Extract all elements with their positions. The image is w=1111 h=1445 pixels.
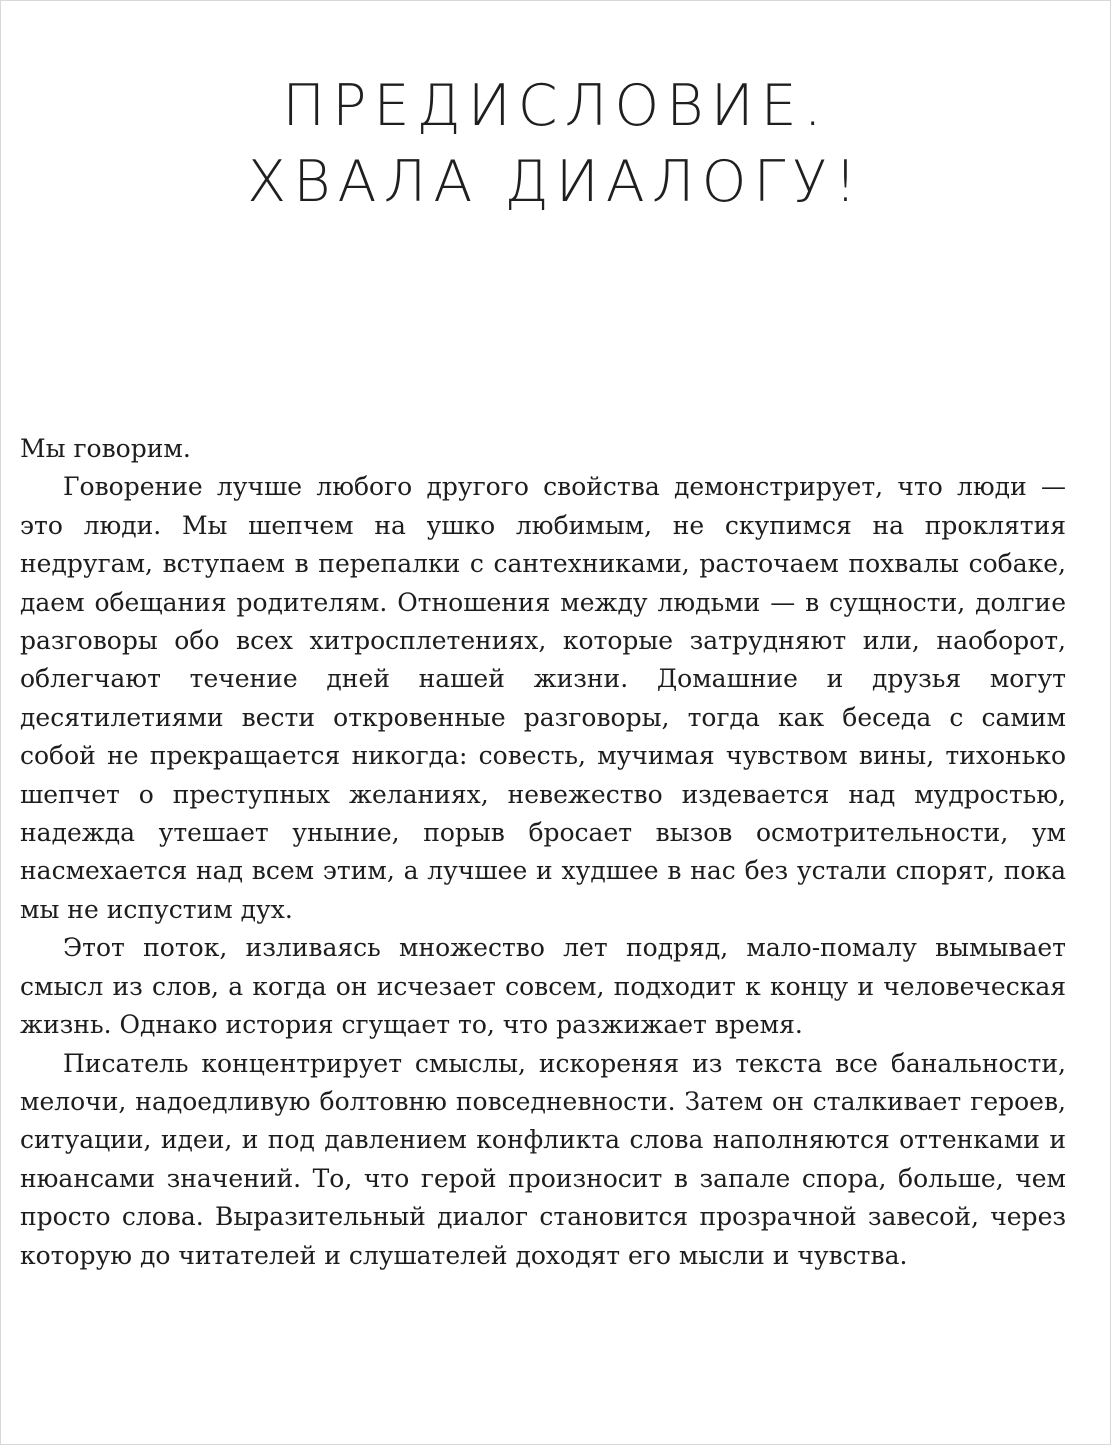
chapter-title <box>0 68 1111 220</box>
paragraph-opening: Мы говорим. <box>20 434 191 463</box>
paragraph: Этот поток, изливаясь множество лет подряд, мало-помалу вымывает смысл из слов, а когда он исчезает совсем, подходит к концу и человеческая жизнь. Однако история сгущает то, что разжижает время. <box>20 933 1066 1040</box>
chapter-title-line-1: ПРЕДИСЛОВИЕ. <box>282 73 829 140</box>
paragraph: Говорение лучше любого другого свойства демонстрирует, что люди — это люди. Мы шепчем на ушко любимым, не скупимся на проклятия недругам, вступаем в перепалки с сантехниками, расточаем похвалы собаке, даем обещания родителям. Отношения между людьми — в сущности, долгие разговоры обо всех хитросплетениях, которые затрудняют или, наоборот, облегчают течение дней нашей жизни. Домашние и друзья могут десятилетиями вести откровенные разговоры, тогда как беседа с самим собой не прекращается никогда: совесть, мучимая чувством вины, тихонько шепчет о преступных желаниях, невежество издевается над мудростью, надежда утешает уныние, порыв бросает вызов осмотрительности, ум насмехается над всем этим, а лучшее и худшее в нас без устали спорят, пока мы не испустим дух. <box>20 472 1066 924</box>
paragraph: Писатель концентрирует смыслы, искореняя из текста все банальности, мелочи, надоедливую болтовню повседневности. Затем он сталкивает героев, ситуации, идеи, и под давлением конфликта слова наполняются оттенками и нюансами значений. То, что герой произносит в запале спора, больше, чем просто слова. Выразительный диалог становится прозрачной завесой, через которую до читателей и слушателей доходят его мысли и чувства. <box>20 1048 1066 1270</box>
chapter-title-line-2: ХВАЛА ДИАЛОГУ! <box>247 149 864 216</box>
chapter-body <box>20 430 1066 1275</box>
